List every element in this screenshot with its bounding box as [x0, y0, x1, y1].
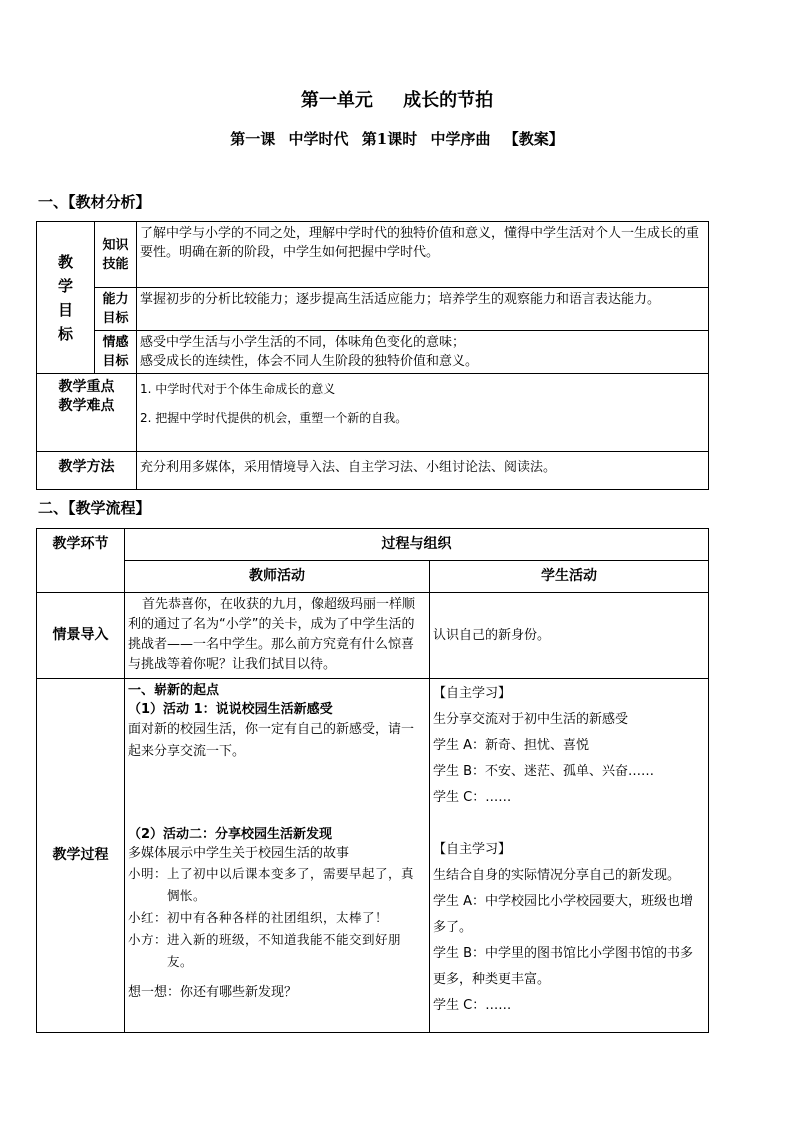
activity-1-text: 面对新的校园生活，你一定有自己的新感受，请一起来分享交流一下。: [128, 722, 415, 759]
student-line: 学生 A：中学校园比小学校园要大，班级也增多了。: [433, 894, 694, 935]
activity-1-title: （1）活动 1：说说校园生活新感受: [128, 702, 333, 717]
teacher-header: 教师活动: [125, 561, 430, 593]
student-line: 学生 B：不安、迷茫、孤单、兴奋……: [433, 764, 655, 779]
intro-label: 情景导入: [37, 593, 125, 679]
goals-label: [37, 222, 95, 374]
emotion-goal: [137, 331, 709, 374]
self-study-tag: 【自主学习】: [433, 842, 512, 857]
story-item: [128, 929, 426, 973]
label-line: 知识: [102, 237, 129, 253]
intro-teacher: 首先恭喜你，在收获的九月，像超级玛丽一样顺利的通过了名为“小学”的关卡，成为了中学生活的挑战者——一名中学生。那么前方究竟有什么惊喜与挑战等着你呢？让我们拭目以待。: [125, 593, 430, 679]
story-item: [128, 863, 426, 907]
student-line: 学生 A：新奇、担忧、喜悦: [433, 738, 590, 753]
goals-label-char: 学: [57, 276, 73, 295]
activity-2-title: （2）活动二：分享校园生活新发现: [128, 827, 333, 842]
lesson-sub: 中学序曲: [430, 130, 491, 148]
emotion-goal-line: 感受成长的连续性，体会不同人生阶段的独特价值和意义。: [140, 354, 479, 369]
process-student: [430, 679, 709, 1033]
story-text: 初中有各种各样的社团组织，太棒了！: [167, 910, 389, 925]
goals-label-char: 教: [57, 252, 73, 271]
emotion-label: [95, 331, 137, 374]
flow-table: [36, 528, 709, 1033]
analysis-table: [36, 221, 709, 490]
teacher-heading: 一、崭新的起点: [128, 683, 220, 698]
lesson-topic: 中学时代: [288, 130, 349, 148]
story-text: 进入新的班级，不知道我能不能交到好朋友。: [167, 932, 402, 969]
story-speaker: 小方：: [128, 932, 168, 947]
knowledge-goal: 了解中学与小学的不同之处，理解中学时代的独特价值和意义，懂得中学生活对个人一生成长的重要性。明确在新的阶段，中学生如何把握中学时代。: [137, 222, 709, 288]
think-prompt: 想一想：你还有哪些新发现？: [128, 985, 298, 1000]
page-title: [0, 86, 794, 112]
student-line: 学生 C：……: [433, 998, 512, 1013]
key-label-line: 教学难点: [58, 398, 115, 414]
method-label: 教学方法: [37, 452, 137, 490]
method-text: 充分利用多媒体，采用情境导入法、自主学习法、小组讨论法、阅读法。: [137, 452, 709, 490]
label-line: 技能: [102, 256, 129, 272]
emotion-goal-line: 感受中学生活与小学生活的不同，体味角色变化的意味；: [140, 335, 466, 350]
student-line: 学生 C：……: [433, 790, 512, 805]
key-point: 2. 把握中学时代提供的机会，重塑一个新的自我。: [140, 411, 408, 425]
student-header: 学生活动: [430, 561, 709, 593]
label-line: 情感: [102, 335, 129, 350]
unit-title: 第一单元: [300, 90, 373, 111]
section-heading-analysis: 一、【教材分析】: [38, 193, 151, 211]
ability-label: [95, 288, 137, 331]
student-line: 生结合自身的实际情况分享自己的新发现。: [433, 868, 681, 883]
stage-header: 教学环节: [37, 529, 125, 593]
self-study-tag: 【自主学习】: [433, 686, 512, 701]
lesson-tag: 【教案】: [503, 130, 564, 148]
story-speaker: 小红：: [128, 910, 168, 925]
goals-label-char: 目: [57, 300, 73, 319]
section-heading-flow: 二、【教学流程】: [38, 499, 151, 517]
ability-goal: 掌握初步的分析比较能力；逐步提高生活适应能力；培养学生的观察能力和语言表达能力。: [137, 288, 709, 331]
key-points-label: [37, 374, 137, 452]
story-text: 上了初中以后课本变多了，需要早起了，真惆怅。: [167, 866, 415, 903]
label-line: 能力: [102, 292, 129, 307]
process-label: 教学过程: [37, 679, 125, 1033]
student-line: 学生 B：中学里的图书馆比小学图书馆的书多更多，种类更丰富。: [433, 946, 694, 987]
story-item: [128, 907, 426, 929]
unit-name: 成长的节拍: [403, 90, 494, 111]
story-speaker: 小明：: [128, 866, 168, 881]
lesson-number: 第一课: [230, 130, 276, 148]
label-line: 目标: [102, 354, 129, 369]
lesson-subtitle: [0, 128, 794, 149]
activity-2-text: 多媒体展示中学生关于校园生活的故事: [128, 846, 350, 861]
lesson-period: 第1课时: [361, 130, 418, 148]
student-line: 生分享交流对于初中生活的新感受: [433, 712, 629, 727]
goals-label-char: 标: [57, 324, 73, 343]
key-point: 1. 中学时代对于个体生命成长的意义: [140, 382, 336, 396]
knowledge-label: [95, 222, 137, 288]
key-points: [137, 374, 709, 452]
process-header: 过程与组织: [125, 529, 709, 561]
label-line: 目标: [102, 311, 129, 326]
intro-student: 认识自己的新身份。: [430, 593, 709, 679]
key-label-line: 教学重点: [58, 379, 115, 395]
process-teacher: [125, 679, 430, 1033]
